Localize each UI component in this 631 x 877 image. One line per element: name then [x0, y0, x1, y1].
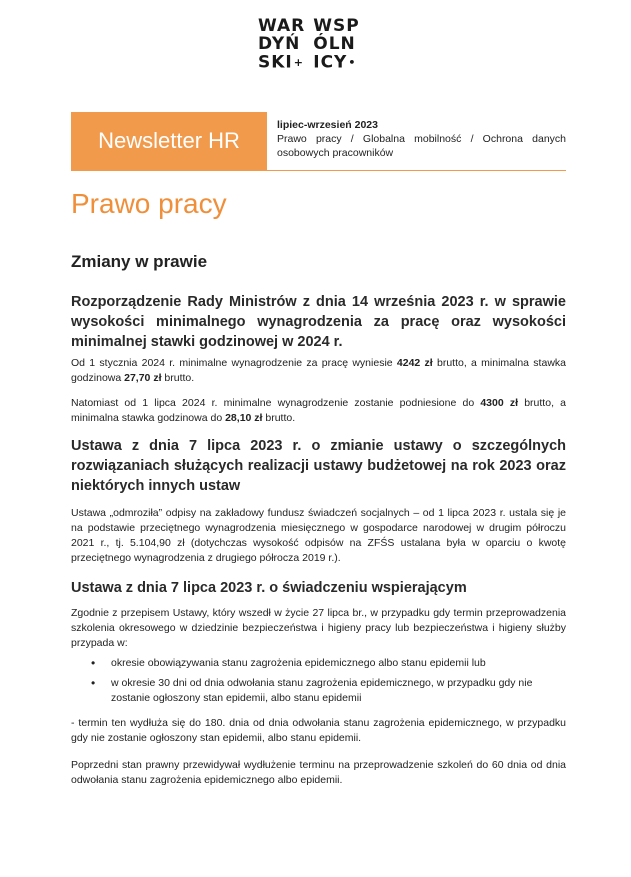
amount-text: 4242 zł	[396, 357, 433, 369]
amount-text: 28,10 zł	[225, 412, 263, 424]
logo-line: DYŃ	[258, 34, 301, 54]
article-paragraph	[71, 356, 566, 386]
article-minimum-wage	[71, 292, 566, 352]
logo-line: ÓLN	[313, 34, 356, 54]
article-paragraph	[71, 506, 566, 566]
bullet-list	[71, 656, 566, 706]
paragraph-text: - termin ten wydłuża się do 180. dnia od dnia odwołania stanu zagrożenia epidemicznego, w przypadku gdy nie zostanie ogłoszony stan epidemii, albo stanu epidemii.	[71, 717, 566, 744]
logo-line	[258, 54, 305, 72]
header-meta	[277, 118, 566, 160]
paragraph-text: Ustawa „odmroziła” odpisy na zakładowy fundusz świadczeń socjalnych – od 1 lipca 2023 r. ustala się je na podstawie przeciętnego wynagrodzenia miesięcznego w gospodarce narodowej w drugim półroczu 2021 r., tj. 5.104,90 zł (dotychczas wysokość odpisów na ZFŚS ustalana była w oparciu o kwotę przeciętnego wynagrodzenia z drugiego półrocza 2019 r.).	[71, 507, 566, 564]
text-run: brutto.	[161, 372, 195, 384]
newsletter-title: Newsletter HR	[98, 128, 240, 153]
logo-line: WAR	[258, 16, 306, 36]
wardynski-logo	[258, 18, 360, 72]
article-heading: Rozporządzenie Rady Ministrów z dnia 14 września 2023 r. w sprawie wysokości minimalnego wynagrodzenia za pracę oraz wysokości minimalnej stawki godzinowej w 2024 r.	[71, 294, 566, 350]
newsletter-header	[71, 112, 566, 170]
amount-text: 4300 zł	[480, 397, 519, 409]
paragraph-text: Zgodnie z przepisem Ustawy, który wszedł w życie 27 lipca br., w przypadku gdy termin przeprowadzenia szkolenia okresowego w dziedzinie bezpieczeństwa i higieny pracy lub bezpieczeństwa i higieny służby przypada w:	[71, 607, 566, 649]
bullet-list-container	[71, 656, 566, 706]
issue-date: lipiec-wrzesień 2023	[277, 119, 378, 131]
text-run: Od 1 stycznia 2024 r. minimalne wynagrodzenie za pracę wyniesie	[71, 357, 397, 369]
list-item: • w okresie 30 dni od dnia odwołania stanu zagrożenia epidemicznego, w przypadku gdy nie zostanie ogłoszony stan epidemii, albo stanu epidemii	[71, 676, 566, 706]
paragraph-text: Poprzedni stan prawny przewidywał wydłużenie terminu na przeprowadzenie szkoleń do 60 dnia od dnia odwołania stanu zagrożenia epidemicznego albo epidemii.	[71, 759, 566, 786]
article-social-fund	[71, 436, 566, 496]
subsection-title: Zmiany w prawie	[71, 252, 208, 271]
article-paragraph	[71, 758, 566, 788]
text-run: Natomiast od 1 lipca 2024 r. minimalne wynagrodzenie zostanie podniesione do	[71, 397, 481, 409]
article-heading: Ustawa z dnia 7 lipca 2023 r. o świadczeniu wspierającym	[71, 580, 467, 596]
text-run: brutto, a minimalna stawka godzinowa do	[71, 397, 566, 424]
logo-line-text: SKI	[258, 52, 293, 73]
article-paragraph	[71, 606, 566, 651]
section-title: Prawo pracy	[71, 188, 227, 219]
logo-line: WSP	[313, 16, 360, 36]
article-paragraph	[71, 716, 566, 746]
text-run: brutto.	[262, 412, 296, 424]
logo-left-column	[258, 18, 305, 72]
header-divider	[71, 170, 566, 171]
paragraph-text	[71, 396, 566, 426]
issue-topics: Prawo pracy / Globalna mobilność / Ochrona danych osobowych pracowników	[277, 133, 566, 159]
amount-text: 27,70 zł	[124, 372, 162, 384]
text-run: brutto, a minimalna stawka godzinowa	[71, 357, 566, 384]
logo-right-column	[313, 18, 359, 72]
article-heading: Ustawa z dnia 7 lipca 2023 r. o zmianie ustawy o szczególnych rozwiązaniach służących realizacji ustawy budżetowej na rok 2023 oraz niektórych innych ustaw	[71, 438, 566, 494]
article-support-benefit	[71, 578, 566, 598]
logo-dot-mark: •	[348, 56, 357, 69]
logo-line	[313, 54, 359, 72]
list-item: • okresie obowiązywania stanu zagrożenia epidemicznego albo stanu epidemii lub	[71, 656, 566, 671]
logo-line-text: ICY	[313, 52, 348, 73]
article-paragraph	[71, 396, 566, 426]
header-title-box	[71, 112, 267, 170]
paragraph-text	[71, 356, 566, 386]
logo-plus-mark: +	[293, 56, 304, 69]
